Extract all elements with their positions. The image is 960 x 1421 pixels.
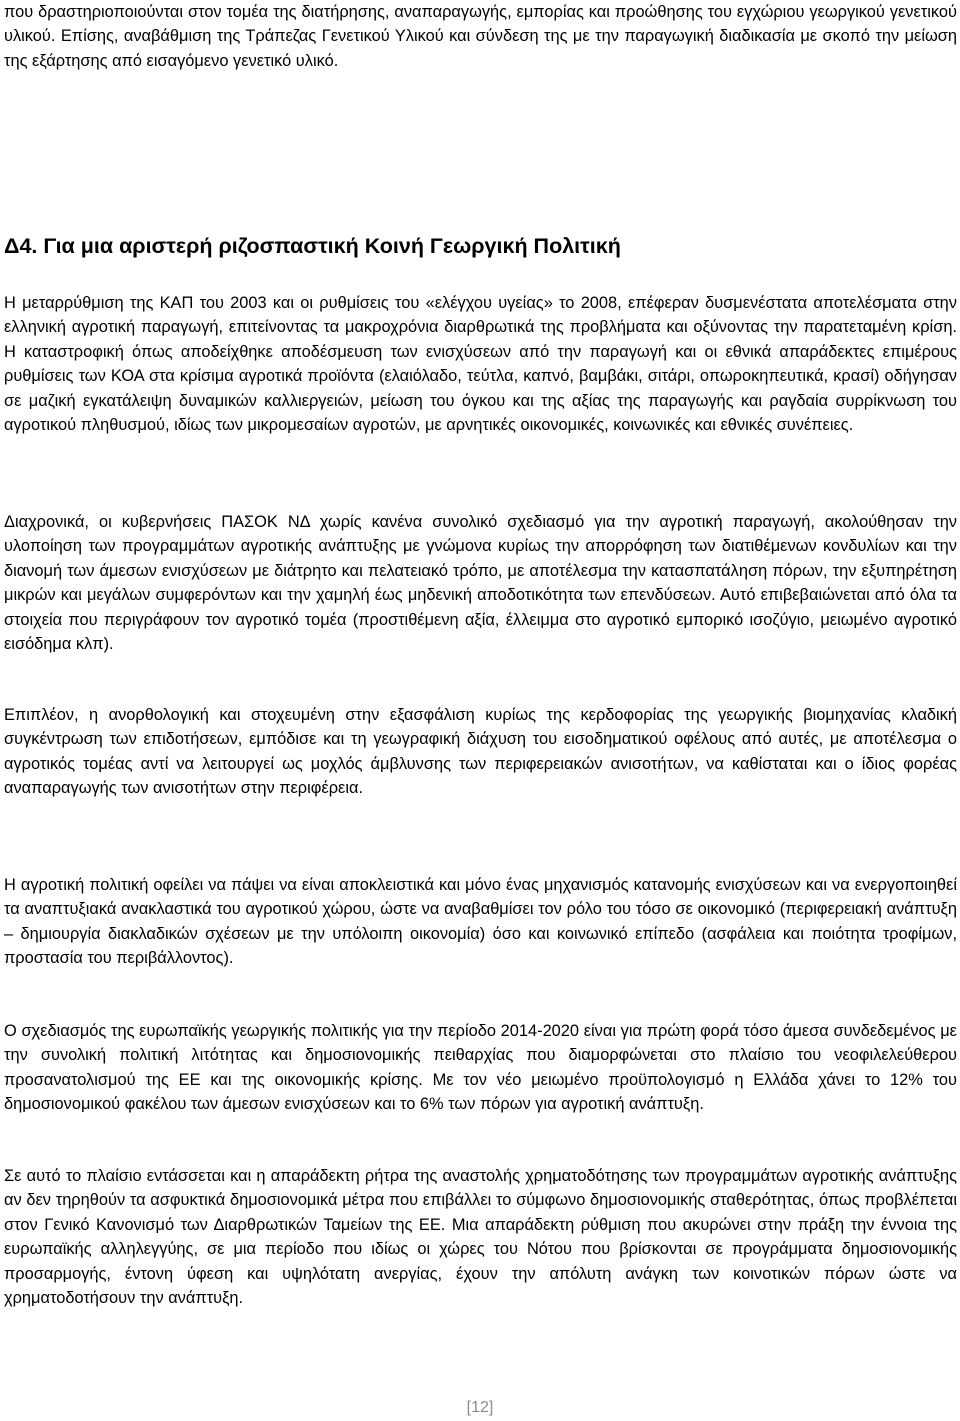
body-paragraph: Διαχρονικά, οι κυβερνήσεις ΠΑΣΟΚ ΝΔ χωρίς κανένα συνολικό σχεδιασμό για την αγροτική παραγωγή, ακολούθησαν την υλοποίηση των προγραμμάτων αγροτικής ανάπτυξης με γνώμονα κυρίως την απορρόφηση των διατιθέμενων κονδυλίων και την διανομή των άμεσων ενισχύσεων με διάτρητο και πελατειακό τρόπο, με αποτέλεσμα την κατασπατάληση πόρων, την εξυπηρέτηση μικρών και μεγάλων συμφερόντων και την χαμηλή έως μηδενική αποδοτικότητα των επενδύσεων. Αυτό επιβεβαιώνεται από όλα τα στοιχεία που περιγράφουν τον αγροτικό τομέα (προστιθέμενη αξία, έλλειμμα στο αγροτικό εμπορικό ισοζύγιο, μειωμένο αγροτικό εισόδημα κλπ). <box>4 513 957 654</box>
body-paragraph: Ο σχεδιασμός της ευρωπαϊκής γεωργικής πολιτικής για την περίοδο 2014-2020 είναι για πρώτη φορά τόσο άμεσα συνδεδεμένος με την συνολική πολιτική λιτότητας και δημοσιονομικής πειθαρχίας που διαμορφώνεται στο πλαίσιο του νεοφιλελεύθερου προσανατολισμού της ΕΕ και της οικονομικής κρίσης. Με τον νέο μειωμένο προϋπολογισμό η Ελλάδα χάνει το 12% του δημοσιονομικού φακέλου των άμεσων ενισχύσεων και το 6% των πόρων για αγροτική ανάπτυξη. <box>4 1022 957 1114</box>
section-heading: Δ4. Για μια αριστερή ριζοσπαστική Κοινή Γεωργική Πολιτική <box>4 234 621 258</box>
body-paragraph: Σε αυτό το πλαίσιο εντάσσεται και η απαράδεκτη ρήτρα της αναστολής χρηματοδότησης των προγραμμάτων αγροτικής ανάπτυξης αν δεν τηρηθούν τα ασφυκτικά δημοσιονομικά μέτρα που επιβάλλει το σύμφωνο δημοσιονομικής σταθερότητας, όπως προβλέπεται στον Γενικό Κανονισμό των Διαρθρωτικών Ταμείων της ΕΕ. Μια απαράδεκτη ρύθμιση που ακυρώνει στην πράξη την έννοια της ευρωπαϊκής αλληλεγγύης, σε μια περίοδο που ιδίως οι χώρες του Νότου που βρίσκονται σε προγράμματα δημοσιονομικής προσαρμογής, έντονη ύφεση και υψηλότατη ανεργίας, έχουν την απόλυτη ανάγκη των κοινοτικών πόρων ώστε να χρηματοδοτήσουν την ανάπτυξη. <box>4 1167 957 1308</box>
intro-paragraph: που δραστηριοποιούνται στον τομέα της διατήρησης, αναπαραγωγής, εμπορίας και προώθησης του εγχώριου γεωργικού γενετικού υλικού. Επίσης, αναβάθμιση της Τράπεζας Γενετικού Υλικού και σύνδεση της με την παραγωγική διαδικασία με σκοπό την μείωση της εξάρτησης από εισαγόμενο γενετικό υλικό. <box>4 3 957 70</box>
body-paragraph: Επιπλέον, η ανορθολογική και στοχευμένη στην εξασφάλιση κυρίως της κερδοφορίας της γεωργικής βιομηχανίας κλαδική συγκέντρωση των επιδοτήσεων, εμπόδισε και τη γεωγραφική διάχυση του εισοδηματικού οφέλους από αυτές, με αποτέλεσμα ο αγροτικός τομέας αντί να λειτουργεί ως μοχλός άμβλυνσης των περιφερειακών ανισοτήτων, να καθίσταται και ο ίδιος φορέας αναπαραγωγής των ανισοτήτων στην περιφέρεια. <box>4 706 957 798</box>
body-paragraph: Η αγροτική πολιτική οφείλει να πάψει να είναι αποκλειστικά και μόνο ένας μηχανισμός κατανομής ενισχύσεων και να ενεργοποιηθεί τα αναπτυξιακά ανακλαστικά του αγροτικού χώρου, ώστε να αναβαθμίσει τον ρόλο του τόσο σε οικονομικό (περιφερειακή ανάπτυξη – δημιουργία διακλαδικών σχέσεων με την υπόλοιπη οικονομία) όσο και κοινωνικό επίπεδο (ασφάλεια και ποιότητα τροφίμων, προστασία του περιβάλλοντος). <box>4 876 957 968</box>
body-paragraph: Η μεταρρύθμιση της ΚΑΠ του 2003 και οι ρυθμίσεις του «ελέγχου υγείας» το 2008, επέφεραν δυσμενέστατα αποτελέσματα στην ελληνική αγροτική παραγωγή, επιτείνοντας τα μακροχρόνια διαρθρωτικά της προβλήματα και οξύνοντας την παρατεταμένη κρίση. Η καταστροφική όπως αποδείχθηκε αποδέσμευση των ενισχύσεων από την παραγωγή και οι εθνικά απαράδεκτες επιμέρους ρυθμίσεις των ΚΟΑ στα κρίσιμα αγροτικά προϊόντα (ελαιόλαδο, τεύτλα, καπνό, βαμβάκι, σιτάρι, οπωροκηπευτικά, κρασί) οδήγησαν σε μαζική εγκατάλειψη δυναμικών καλλιεργειών, μείωση του όγκου και της αξίας της παραγωγής και ραγδαία συρρίκνωση του αγροτικού πληθυσμού, ιδίως των μικρομεσαίων αγροτών, με αρνητικές οικονομικές, κοινωνικές και εθνικές συνέπειες. <box>4 294 957 435</box>
page-number: [12] <box>466 1399 494 1416</box>
